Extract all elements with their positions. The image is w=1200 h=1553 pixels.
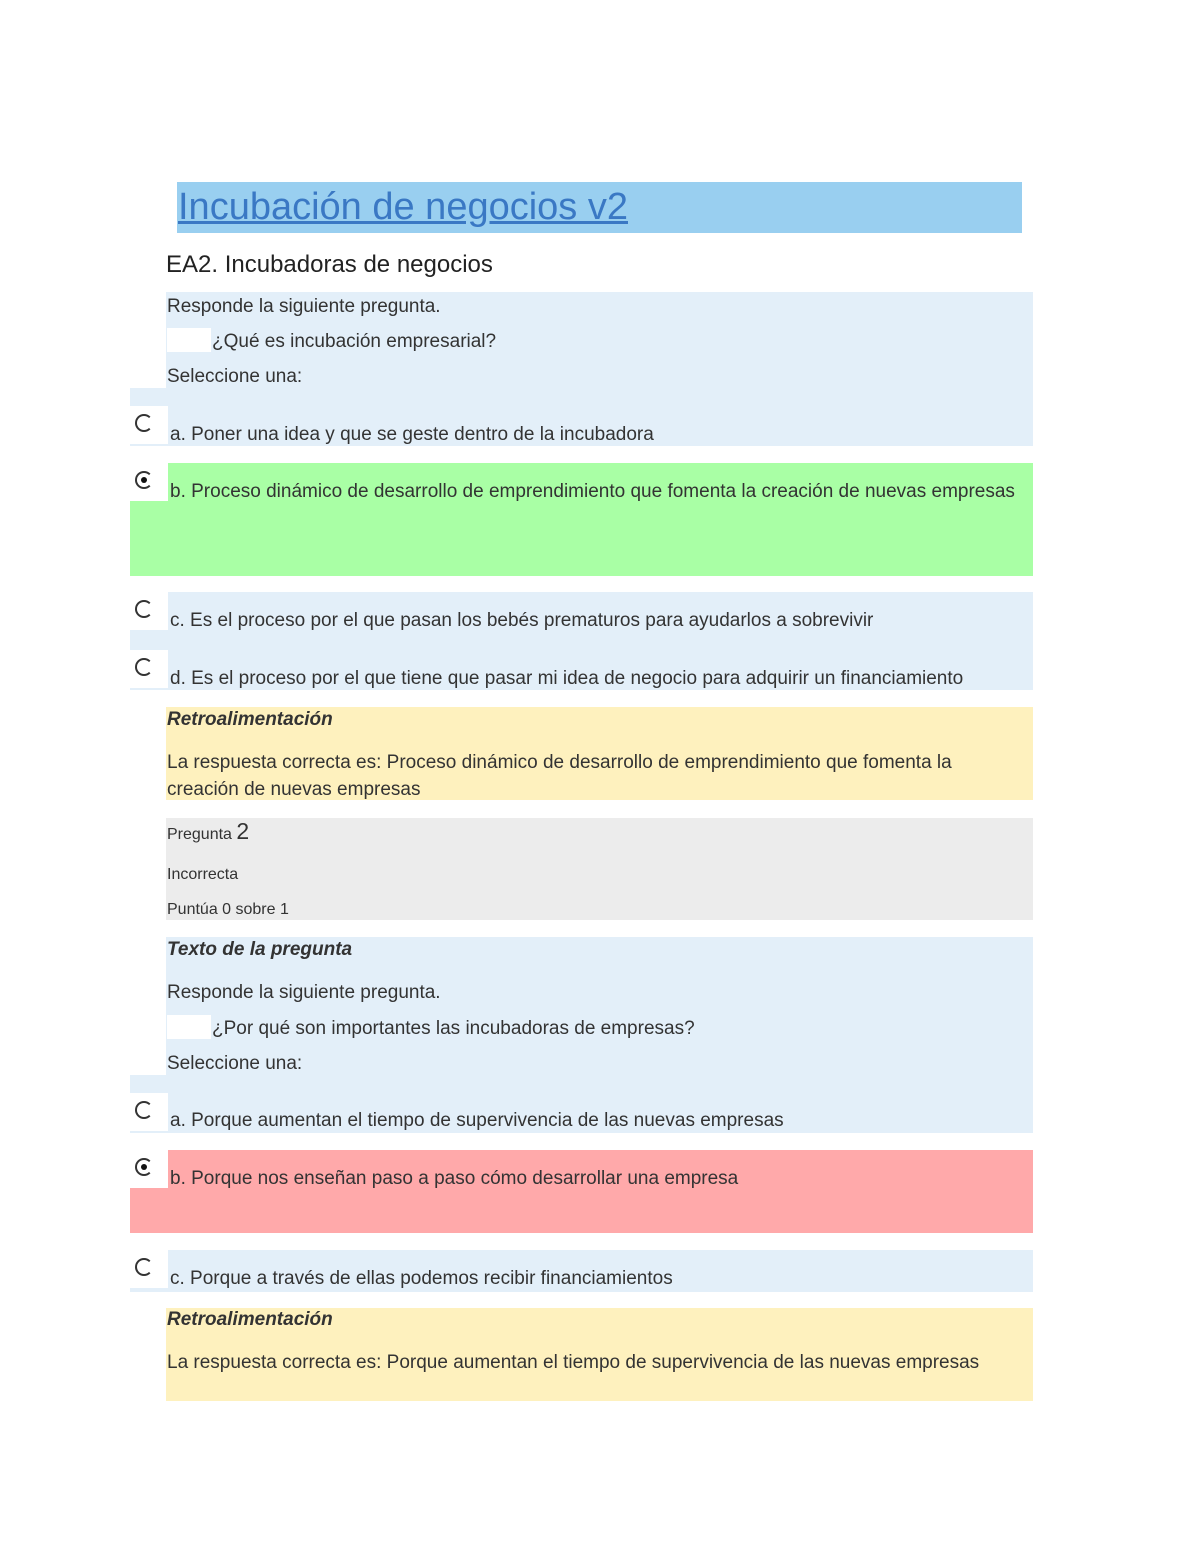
radio-unchecked-icon <box>135 600 153 618</box>
q2-status: Incorrecta <box>167 866 239 883</box>
q1-option-a-radio[interactable] <box>130 406 168 444</box>
q1-feedback-text: La respuesta correcta es: Proceso dinámico de desarrollo de emprendimiento que fomenta la creación de nuevas empresas <box>167 752 952 800</box>
q2-option-c[interactable]: c. Porque a través de ellas podemos recibir financiamientos <box>170 1268 673 1289</box>
q2-label-text: Pregunta <box>167 826 232 843</box>
q1-feedback-title: Retroalimentación <box>167 709 333 730</box>
q2-option-c-left-band <box>130 1288 170 1292</box>
q1-option-b-radio[interactable] <box>130 463 168 501</box>
radio-unchecked-icon <box>135 1258 153 1276</box>
q1-select-label: Seleccione una: <box>167 366 303 387</box>
q2-score: Puntúa 0 sobre 1 <box>167 901 289 918</box>
q2-indent-spacer <box>167 1015 211 1039</box>
q2-number: 2 <box>236 818 250 844</box>
radio-checked-icon <box>135 471 153 489</box>
q1-indent-spacer <box>167 328 211 352</box>
q1-option-d-radio[interactable] <box>130 650 168 688</box>
radio-unchecked-icon <box>135 1101 153 1119</box>
activity-heading: EA2. Incubadoras de negocios <box>166 251 493 278</box>
q2-prompt: Responde la siguiente pregunta. <box>167 982 441 1003</box>
q2-select-label: Seleccione una: <box>167 1053 303 1074</box>
q2-option-a[interactable]: a. Porque aumentan el tiempo de supervivencia de las nuevas empresas <box>170 1110 784 1131</box>
q2-feedback-text: La respuesta correcta es: Porque aumentan el tiempo de supervivencia de las nuevas empresas <box>167 1352 980 1373</box>
q1-option-b[interactable]: b. Proceso dinámico de desarrollo de emprendimiento que fomenta la creación de nuevas empresas <box>170 481 1015 502</box>
q1-option-a[interactable]: a. Poner una idea y que se geste dentro de la incubadora <box>170 424 654 445</box>
q2-text-title: Texto de la pregunta <box>167 939 353 960</box>
q2-option-b-radio[interactable] <box>130 1150 168 1188</box>
course-title-link[interactable]: Incubación de negocios v2 <box>178 186 628 228</box>
q2-feedback-title: Retroalimentación <box>167 1309 333 1330</box>
q1-question-text: ¿Qué es incubación empresarial? <box>212 331 497 352</box>
q1-option-c-radio[interactable] <box>130 592 168 630</box>
q2-option-c-radio[interactable] <box>130 1250 168 1288</box>
q1-prompt: Responde la siguiente pregunta. <box>167 296 441 317</box>
q2-number-label <box>167 820 249 846</box>
q2-question-text: ¿Por qué son importantes las incubadoras de empresas? <box>212 1018 695 1039</box>
q2-option-b[interactable]: b. Porque nos enseñan paso a paso cómo desarrollar una empresa <box>170 1168 739 1189</box>
radio-checked-icon <box>135 1158 153 1176</box>
q1-option-d[interactable]: d. Es el proceso por el que tiene que pasar mi idea de negocio para adquirir un financiamiento <box>170 668 964 689</box>
q1-option-c[interactable]: c. Es el proceso por el que pasan los bebés prematuros para ayudarlos a sobrevivir <box>170 610 874 631</box>
q2-option-a-radio[interactable] <box>130 1093 168 1131</box>
q2-info-box <box>166 818 1033 920</box>
radio-unchecked-icon <box>135 414 153 432</box>
radio-unchecked-icon <box>135 658 153 676</box>
